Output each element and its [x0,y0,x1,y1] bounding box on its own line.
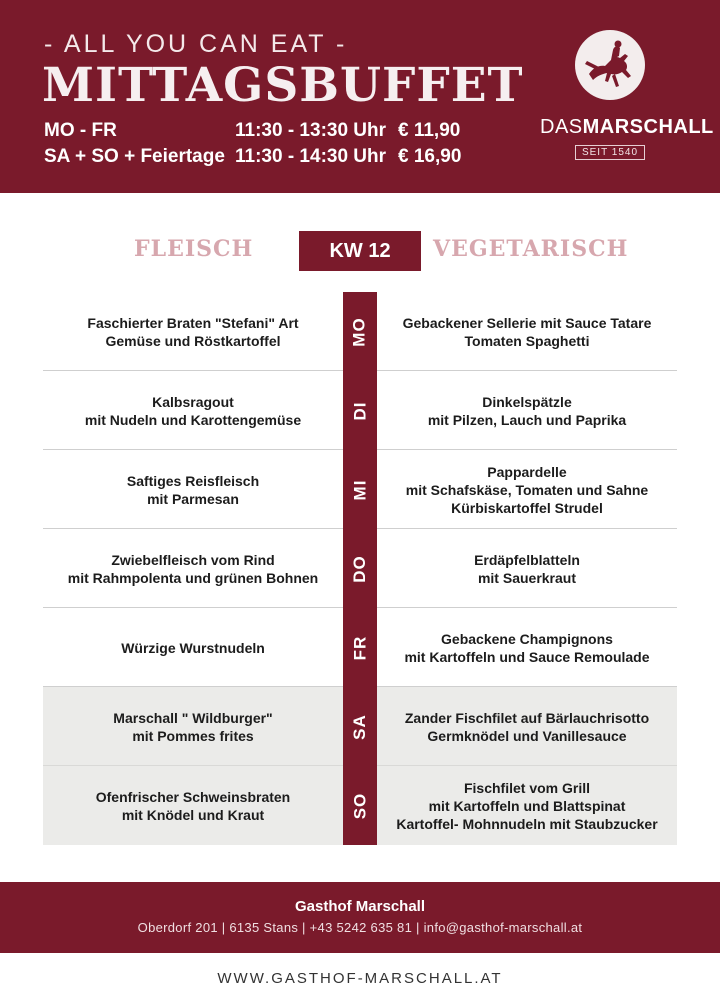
dish-line: Zwiebelfleisch vom Rind [111,551,275,568]
day-label [343,292,377,371]
dish-line: Dinkelspätzle [482,393,572,410]
hours-price: € 11,90 [398,120,461,141]
vegetarian-dish [377,529,677,608]
category-vegetarian: VEGETARISCH [433,236,629,262]
hours-days: SA + SO + Feiertage [44,146,225,167]
day-label-text: DO [350,554,369,583]
brand-logo [540,30,714,160]
tagline: - ALL YOU CAN EAT - [44,30,348,58]
hours-row-weekend [44,146,474,172]
vegetarian-dish [377,450,677,529]
day-label-text: SO [350,792,369,819]
dish-line: Erdäpfelblatteln [474,551,580,568]
meat-dish [43,608,343,687]
day-label [343,450,377,529]
day-label [343,371,377,450]
hours-row-weekday [44,120,474,146]
hours-time: 11:30 - 13:30 Uhr [235,120,387,141]
dish-line: Kalbsragout [152,393,234,410]
hours-price: € 16,90 [398,146,462,167]
meat-dish [43,450,343,529]
day-label-text: MO [349,316,369,347]
menu-row-fr [43,608,677,687]
dish-line: Kartoffel- Mohnnudeln mit Staubzucker [396,815,658,832]
day-label [343,608,377,687]
dish-line: Kürbiskartoffel Strudel [451,499,603,516]
vegetarian-dish [377,608,677,687]
vegetarian-dish [377,292,677,371]
dish-line: Marschall " Wildburger" [113,709,273,726]
dish-line: mit Kartoffeln und Blattspinat [428,797,626,814]
meat-dish [43,687,343,766]
dish-line: Tomaten Spaghetti [464,332,590,349]
dish-line: Gemüse und Röstkartoffel [105,332,281,349]
dish-line: Germknödel und Vanillesauce [427,727,627,744]
day-label-text: SA [350,713,369,740]
day-label [343,687,377,766]
page-title: MITTAGSBUFFET [42,58,524,113]
day-label-text: MI [349,479,369,500]
footer-name: Gasthof Marschall [294,898,426,915]
dish-line: mit Pilzen, Lauch und Paprika [427,411,627,428]
opening-hours [44,120,474,172]
dish-line: Gebackene Champignons [441,630,613,647]
dish-line: Würzige Wurstnudeln [121,639,265,656]
menu-row-di [43,371,677,450]
dish-line: mit Sauerkraut [477,569,577,586]
brand-since-badge: SEIT 1540 [575,145,645,160]
meat-dish [43,529,343,608]
dish-line: mit Kartoffeln und Sauce Remoulade [404,648,650,665]
footer [0,882,720,953]
dish-line: mit Schafskäse, Tomaten und Sahne [405,481,649,498]
dish-line: Faschierter Braten "Stefani" Art [87,314,299,331]
meat-dish [43,371,343,450]
dish-line: mit Pommes frites [132,727,254,744]
week-badge: KW 12 [299,231,421,271]
hours-time: 11:30 - 14:30 Uhr [235,146,387,167]
menu-row-do [43,529,677,608]
meat-dish [43,292,343,371]
vegetarian-dish [377,687,677,766]
menu-row-mi [43,450,677,529]
brand-name-light: DAS [540,116,583,138]
footer-contact: Oberdorf 201 | 6135 Stans | +43 5242 635 81 | info@gasthof-marschall.at [137,920,583,935]
dish-line: mit Parmesan [147,490,239,507]
dish-line: mit Knödel und Kraut [121,806,265,823]
dish-line: mit Nudeln und Karottengemüse [84,411,302,428]
brand-name [540,116,714,139]
day-label [343,766,377,845]
dish-line: Zander Fischfilet auf Bärlauchrisotto [404,709,650,726]
menu-row-mo [43,292,677,371]
dish-line: Pappardelle [487,463,567,480]
brand-name-bold: MARSCHALL [582,116,714,138]
day-label-text: DI [350,401,369,420]
meat-dish [43,766,343,845]
dish-line: Saftiges Reisfleisch [126,472,260,489]
menu-row-so [43,766,677,845]
dish-line: Gebackener Sellerie mit Sauce Tatare [402,314,652,331]
dish-line: Fischfilet vom Grill [463,779,591,796]
hours-days: MO - FR [44,120,117,141]
dish-line: mit Rahmpolenta und grünen Bohnen [67,569,319,586]
menu-table [43,292,677,845]
dish-line: Ofenfrischer Schweinsbraten [95,788,291,805]
category-meat: FLEISCH [134,236,254,262]
website-link[interactable]: WWW.GASTHOF-MARSCHALL.AT [217,970,503,987]
day-label-text: FR [349,635,369,660]
menu-row-sa [43,687,677,766]
day-label [343,529,377,608]
horse-rider-icon [575,30,645,100]
vegetarian-dish [377,371,677,450]
vegetarian-dish [377,766,677,845]
header-banner [0,0,720,193]
